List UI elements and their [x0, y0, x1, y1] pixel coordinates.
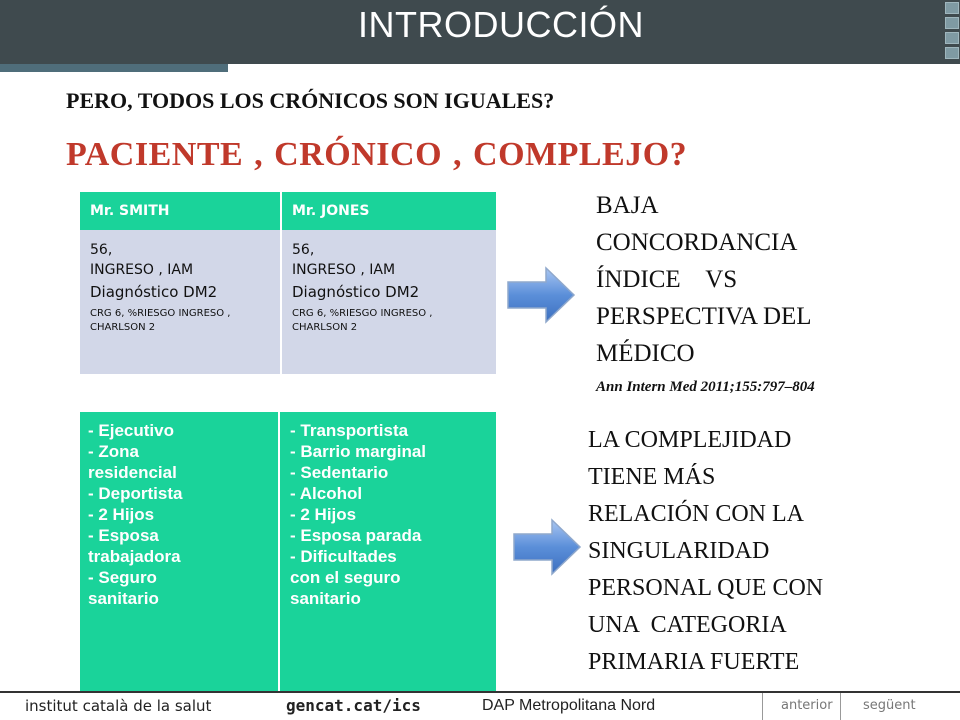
decor-square [945, 17, 959, 29]
profile-line: sanitario [290, 589, 361, 608]
profile-line: - Dificultades [290, 547, 397, 566]
slide-main-title: PACIENTE , CRÓNICO , COMPLEJO? [66, 136, 688, 173]
profile-line: sanitario [88, 589, 159, 608]
footer-unit: DAP Metropolitana Nord [482, 697, 656, 714]
cell-admission: INGRESO , IAM [292, 262, 396, 278]
finding-line: PRIMARIA FUERTE [588, 649, 800, 675]
decor-square [945, 47, 959, 59]
cell-age: 56, [90, 242, 113, 258]
table-cell-smith [80, 230, 280, 374]
profile-line: - Deportista [88, 484, 183, 503]
profile-column-smith [80, 412, 280, 692]
profile-line: - Sedentario [290, 463, 389, 482]
social-profile-table [80, 410, 496, 692]
previous-button[interactable]: anterior [762, 693, 840, 720]
decor-square [945, 32, 959, 44]
header-decoration [944, 0, 960, 64]
finding-line: PERSPECTIVA DEL [596, 303, 812, 330]
profile-line: - Ejecutivo [88, 421, 174, 440]
right-arrow-icon [510, 516, 584, 578]
slide-section-title: INTRODUCCIÓN [358, 4, 644, 45]
next-button[interactable]: següent [840, 693, 960, 720]
profile-line: - Transportista [290, 421, 409, 440]
cell-admission: INGRESO , IAM [90, 262, 194, 278]
profile-line: - Alcohol [290, 484, 363, 503]
profile-line: - 2 Hijos [290, 505, 357, 524]
footer [0, 693, 960, 720]
cell-detail: CRG 6, %RIESGO INGRESO , [292, 308, 433, 319]
finding-line: TIENE MÁS [588, 464, 716, 490]
right-arrow-icon [504, 264, 578, 326]
header-accent-bar [0, 64, 228, 72]
slide-subtitle: PERO, TODOS LOS CRÓNICOS SON IGUALES? [66, 88, 555, 113]
profile-line: - Seguro [88, 568, 157, 587]
finding-line: MÉDICO [596, 340, 695, 367]
decor-square [945, 2, 959, 14]
profile-line: - Zona [88, 442, 139, 461]
finding-line: LA COMPLEJIDAD [588, 427, 792, 453]
footer-url-link[interactable]: gencat.cat/ics [286, 696, 421, 715]
profile-line: trabajadora [88, 547, 181, 566]
table-header-smith: Mr. SMITH [80, 192, 280, 230]
profile-line: - Esposa parada [290, 526, 422, 545]
footer-brand: institut català de la salut [25, 697, 212, 715]
profile-line: con el seguro [290, 568, 401, 587]
profile-line: - Esposa [88, 526, 159, 545]
table-header-jones: Mr. JONES [282, 192, 496, 230]
cell-detail: CHARLSON 2 [292, 322, 358, 333]
finding-line: PERSONAL QUE CON [588, 575, 824, 601]
finding-line: BAJA [596, 192, 659, 219]
finding-complexity [588, 422, 823, 681]
finding-line: ÍNDICE VS [596, 266, 738, 293]
table-cell-jones [282, 230, 496, 374]
finding-line: SINGULARIDAD [588, 538, 770, 564]
patient-comparison-table [80, 192, 496, 374]
profile-line: residencial [88, 463, 177, 482]
finding-line: UNA CATEGORIA [588, 612, 787, 638]
cell-detail: CHARLSON 2 [90, 322, 156, 333]
cell-detail: CRG 6, %RIESGO INGRESO , [90, 308, 231, 319]
finding-concordance [596, 187, 812, 372]
finding-line: RELACIÓN CON LA [588, 501, 804, 527]
cell-age: 56, [292, 242, 315, 258]
finding-line: CONCORDANCIA [596, 229, 798, 256]
cell-diagnosis: Diagnóstico DM2 [90, 283, 218, 301]
profile-column-jones [282, 412, 494, 692]
profile-line: - Barrio marginal [290, 442, 427, 461]
cell-diagnosis: Diagnóstico DM2 [292, 283, 420, 301]
profile-line: - 2 Hijos [88, 505, 155, 524]
citation: Ann Intern Med 2011;155:797–804 [596, 379, 815, 395]
